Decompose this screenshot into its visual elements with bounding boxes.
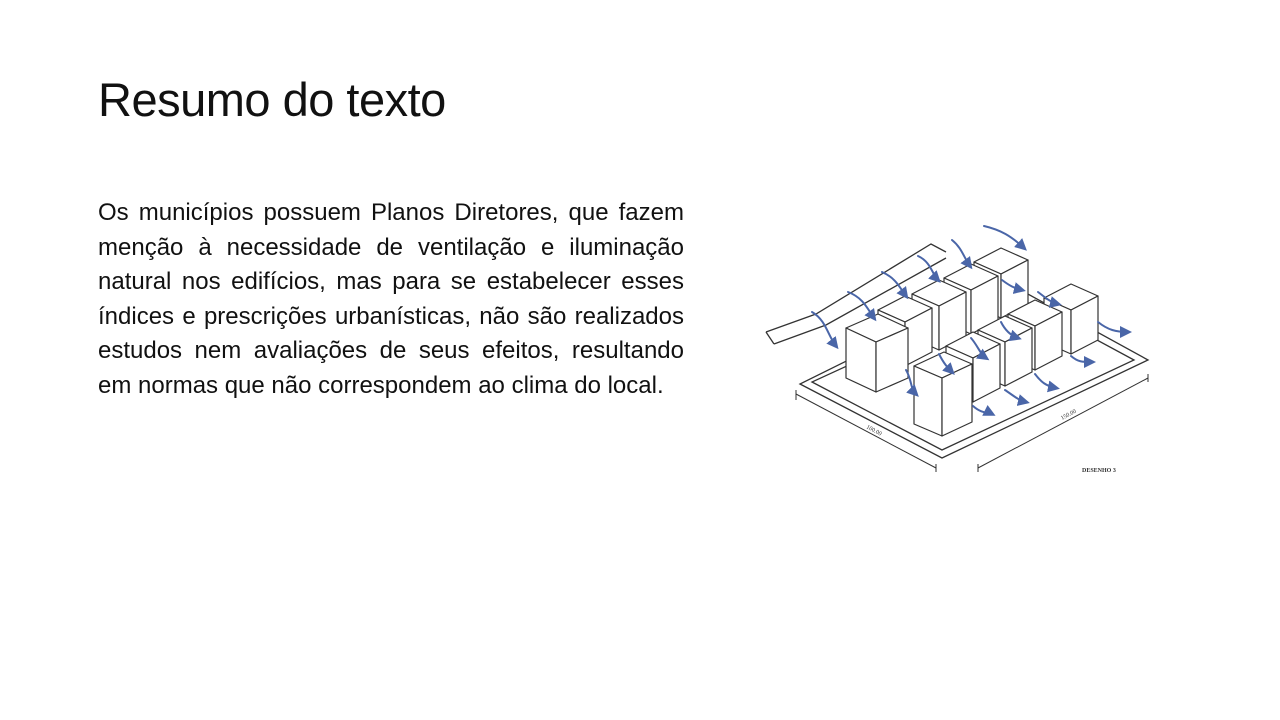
building [846, 314, 908, 392]
dimension-left-label: 100.00 [865, 424, 883, 438]
slide-paragraph: Os municípios possuem Planos Diretores, que fazem menção à necessidade de ventilação e iluminação natural nos edifícios, mas para se estabelecer esses índices e prescrições urbanísticas, não são realizados estudos nem avaliações de seus efeitos, resultando em normas que não correspondem ao clima do local. [98, 199, 684, 399]
ventilation-diagram [756, 222, 1154, 480]
building [914, 352, 972, 436]
buildings [846, 248, 1098, 436]
slide-title: Resumo do texto [98, 73, 446, 126]
dimension-right-label: 150.00 [1060, 408, 1078, 422]
figure-caption: DESENHO 3 [1082, 468, 1116, 474]
